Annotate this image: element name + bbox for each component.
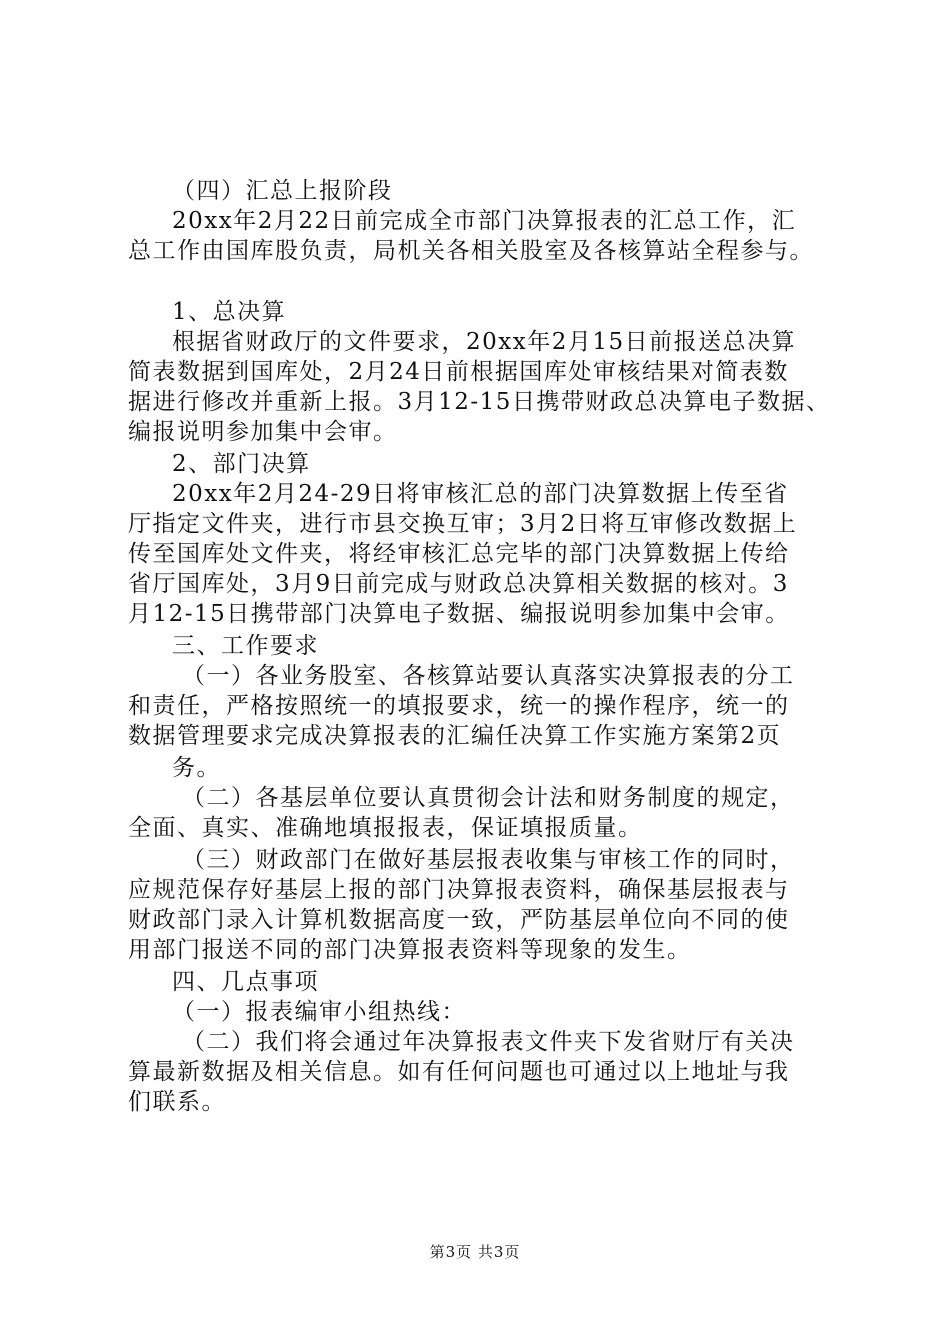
paragraph-line: 全面、真实、准确地填报报表，保证填报质量。	[128, 815, 643, 841]
paragraph-line: 厅指定文件夹，进行市县交换互审；3月2日将互审修改数据上	[128, 511, 798, 537]
paragraph-line: 们联系。	[128, 1089, 226, 1115]
paragraph-line: 总工作由国库股负责，局机关各相关股室及各核算站全程参与。	[128, 238, 814, 264]
paragraph-line: 用部门报送不同的部门决算报表资料等现象的发生。	[128, 937, 692, 963]
paragraph-line: （二）各基层单位要认真贯彻会计法和财务制度的规定，	[182, 785, 795, 811]
paragraph-line: 20xx年2月24-29日将审核汇总的部门决算数据上传至省	[172, 481, 789, 507]
paragraph-line: 根据省财政厅的文件要求，20xx年2月15日前报送总决算	[172, 329, 797, 355]
paragraph-line: 数据管理要求完成决算报表的汇编任决算工作实施方案第2页	[128, 723, 782, 749]
section-heading-work-requirements: 三、工作要求	[172, 633, 319, 659]
paragraph-line: 据进行修改并重新上报。3月12-15日携带财政总决算电子数据、	[128, 389, 831, 415]
paragraph-line: 简表数据到国库处，2月24日前根据国库处审核结果对简表数	[128, 359, 789, 385]
paragraph-line: 传至国库处文件夹，将经审核汇总完毕的部门决算数据上传给	[128, 541, 790, 567]
paragraph-line: （一）报表编审小组热线：	[172, 999, 466, 1025]
subheading-general-final-accounts: 1、总决算	[172, 299, 287, 325]
subheading-department-final-accounts: 2、部门决算	[172, 451, 311, 477]
paragraph-line: 应规范保存好基层上报的部门决算报表资料，确保基层报表与	[128, 877, 790, 903]
paragraph-line: （一）各业务股室、各核算站要认真落实决算报表的分工	[182, 663, 795, 689]
paragraph-line: 月12-15日携带部门决算电子数据、编报说明参加集中会审。	[128, 601, 790, 627]
page-footer: 第3页 共3页	[429, 1243, 521, 1261]
paragraph-line: 算最新数据及相关信息。如有任何问题也可通过以上地址与我	[128, 1059, 790, 1085]
paragraph-line: （三）财政部门在做好基层报表收集与审核工作的同时，	[182, 847, 795, 873]
paragraph-line: 财政部门录入计算机数据高度一致，严防基层单位向不同的使	[128, 907, 790, 933]
paragraph-line: 和责任，严格按照统一的填报要求，统一的操作程序，统一的	[128, 693, 790, 719]
paragraph-line: （二）我们将会通过年决算报表文件夹下发省财厅有关决	[182, 1029, 795, 1055]
paragraph-line: 编报说明参加集中会审。	[128, 419, 398, 445]
paragraph-line: 20xx年2月22日前完成全市部门决算报表的汇总工作，汇	[172, 208, 797, 234]
paragraph-line: 务。	[172, 755, 221, 781]
section-heading-summary-reporting: （四）汇总上报阶段	[172, 178, 393, 204]
paragraph-line: 省厅国库处，3月9日前完成与财政总决算相关数据的核对。3	[128, 571, 789, 597]
section-heading-notes: 四、几点事项	[172, 969, 319, 995]
